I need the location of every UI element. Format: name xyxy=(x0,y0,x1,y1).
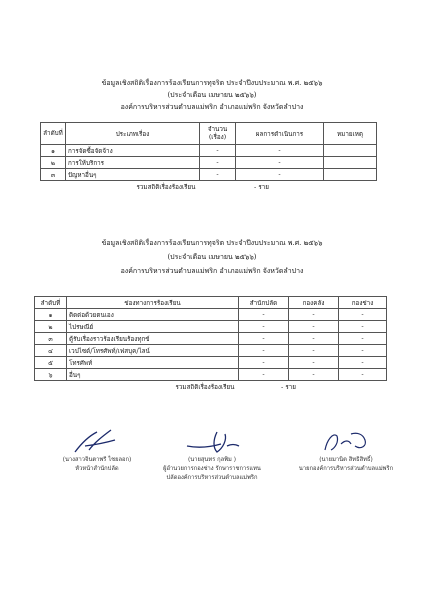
row-result: - xyxy=(236,145,324,157)
row-note xyxy=(324,145,377,157)
section1-month: (ประจำเดือน เมษายน ๒๕๖๖) xyxy=(167,91,257,99)
section2-month: (ประจำเดือน เมษายน ๒๕๖๖) xyxy=(167,253,257,261)
signer-position: นายกองค์การบริหารส่วนตำบลแม่พริก xyxy=(298,466,394,472)
section2-org: องค์การบริหารส่วนตำบลแม่พริก อำเภอแม่พริก จังหวัดลำปาง xyxy=(120,267,304,275)
row-channel: โทรศัพท์ xyxy=(67,357,239,369)
row-finance: - xyxy=(289,333,339,345)
row-result: - xyxy=(236,157,324,169)
signature-mark xyxy=(67,426,127,456)
table-row xyxy=(41,169,377,181)
row-note xyxy=(324,157,377,169)
signer-position-2: ปลัดองค์การบริหารส่วนตำบลแม่พริก xyxy=(166,475,258,481)
row-office: - xyxy=(239,369,289,381)
row-no: ๑ xyxy=(41,145,66,157)
table-header-row xyxy=(41,123,377,145)
row-count: - xyxy=(200,169,236,181)
header-engineering: กองช่าง xyxy=(339,297,387,309)
row-engineering: - xyxy=(339,309,387,321)
header-note: หมายเหตุ xyxy=(324,123,377,145)
row-office: - xyxy=(239,333,289,345)
row-channel: ติดต่อด้วยตนเอง xyxy=(67,309,239,321)
row-result: - xyxy=(236,169,324,181)
table-row xyxy=(35,333,387,345)
row-no: ๔ xyxy=(35,345,67,357)
row-finance: - xyxy=(289,309,339,321)
table-row xyxy=(35,357,387,369)
row-engineering: - xyxy=(339,357,387,369)
summary-value: - ราย xyxy=(281,383,296,391)
row-office: - xyxy=(239,321,289,333)
summary-label: รวมสถิติเรื่องร้องเรียน xyxy=(175,383,235,391)
summary-label: รวมสถิติเรื่องร้องเรียน xyxy=(136,183,196,191)
row-no: ๒ xyxy=(41,157,66,169)
row-no: ๑ xyxy=(35,309,67,321)
header-no: ลำดับที่ xyxy=(41,123,66,145)
table-row xyxy=(35,309,387,321)
row-no: ๕ xyxy=(35,357,67,369)
header-channel: ช่องทางการร้องเรียน xyxy=(67,297,239,309)
complaint-type-table xyxy=(40,122,377,192)
section1-org: องค์การบริหารส่วนตำบลแม่พริก อำเภอแม่พริก จังหวัดลำปาง xyxy=(120,103,304,111)
row-channel: เวปไซด์/โทรศัพท์/เฟสบุค/ไลน์ xyxy=(67,345,239,357)
row-channel: อื่นๆ xyxy=(67,369,239,381)
header-result: ผลการดำเนินการ xyxy=(236,123,324,145)
row-engineering: - xyxy=(339,345,387,357)
header-no: ลำดับที่ xyxy=(35,297,67,309)
summary-value: - ราย xyxy=(254,183,269,191)
row-note xyxy=(324,169,377,181)
row-engineering: - xyxy=(339,333,387,345)
row-no: ๓ xyxy=(35,333,67,345)
section1-title: ข้อมูลเชิงสถิติเรื่องการร้องเรียนการทุจริต ประจำปีงบประมาณ พ.ศ. ๒๕๖๖ xyxy=(101,79,323,87)
row-no: ๖ xyxy=(35,369,67,381)
signer-position: ผู้อำนวยการกองช่าง รักษาราชการแทน xyxy=(163,466,261,472)
row-type: ปัญหาอื่นๆ xyxy=(66,169,200,181)
signer-name: (นายมานิต สิทธิสิทธิ์) xyxy=(319,457,373,463)
header-type: ประเภทเรื่อง xyxy=(66,123,200,145)
row-finance: - xyxy=(289,321,339,333)
signer-name: (นางสาวจินตาพรี ไชยลอก) xyxy=(62,457,132,463)
row-type: การให้บริการ xyxy=(66,157,200,169)
row-engineering: - xyxy=(339,321,387,333)
table-row xyxy=(35,369,387,381)
row-finance: - xyxy=(289,369,339,381)
signature-block-engineering-director xyxy=(150,426,274,483)
signer-position: หัวหน้าสำนักปลัด xyxy=(75,466,119,472)
table-header-row xyxy=(35,297,387,309)
row-no: ๒ xyxy=(35,321,67,333)
row-type: การจัดซื้อจัดจ้าง xyxy=(66,145,200,157)
signature-block-office-head xyxy=(42,426,152,474)
header-finance: กองคลัง xyxy=(289,297,339,309)
section2-title: ข้อมูลเชิงสถิติเรื่องการร้องเรียนการทุจริต ประจำปีงบประมาณ พ.ศ. ๒๕๖๖ xyxy=(101,239,323,247)
row-office: - xyxy=(239,309,289,321)
summary-row xyxy=(41,181,377,193)
signature-mark xyxy=(311,426,381,456)
header-count: จำนวน (เรื่อง) xyxy=(200,123,236,145)
table-row xyxy=(41,145,377,157)
table-row xyxy=(35,345,387,357)
row-count: - xyxy=(200,157,236,169)
row-finance: - xyxy=(289,345,339,357)
row-count: - xyxy=(200,145,236,157)
row-office: - xyxy=(239,357,289,369)
summary-row xyxy=(35,381,387,393)
header-office: สำนักปลัด xyxy=(239,297,289,309)
signature-block-mayor xyxy=(284,426,408,474)
table-row xyxy=(41,157,377,169)
signer-name: (นายสุนทร กุลพิม ) xyxy=(188,457,236,463)
row-channel: ไปรษณีย์ xyxy=(67,321,239,333)
row-office: - xyxy=(239,345,289,357)
row-channel: ตู้รับเรื่องราวร้องเรียนร้องทุกข์ xyxy=(67,333,239,345)
row-finance: - xyxy=(289,357,339,369)
row-no: ๓ xyxy=(41,169,66,181)
complaint-channel-table xyxy=(34,296,387,392)
signature-mark xyxy=(177,426,247,456)
row-engineering: - xyxy=(339,369,387,381)
table-row xyxy=(35,321,387,333)
